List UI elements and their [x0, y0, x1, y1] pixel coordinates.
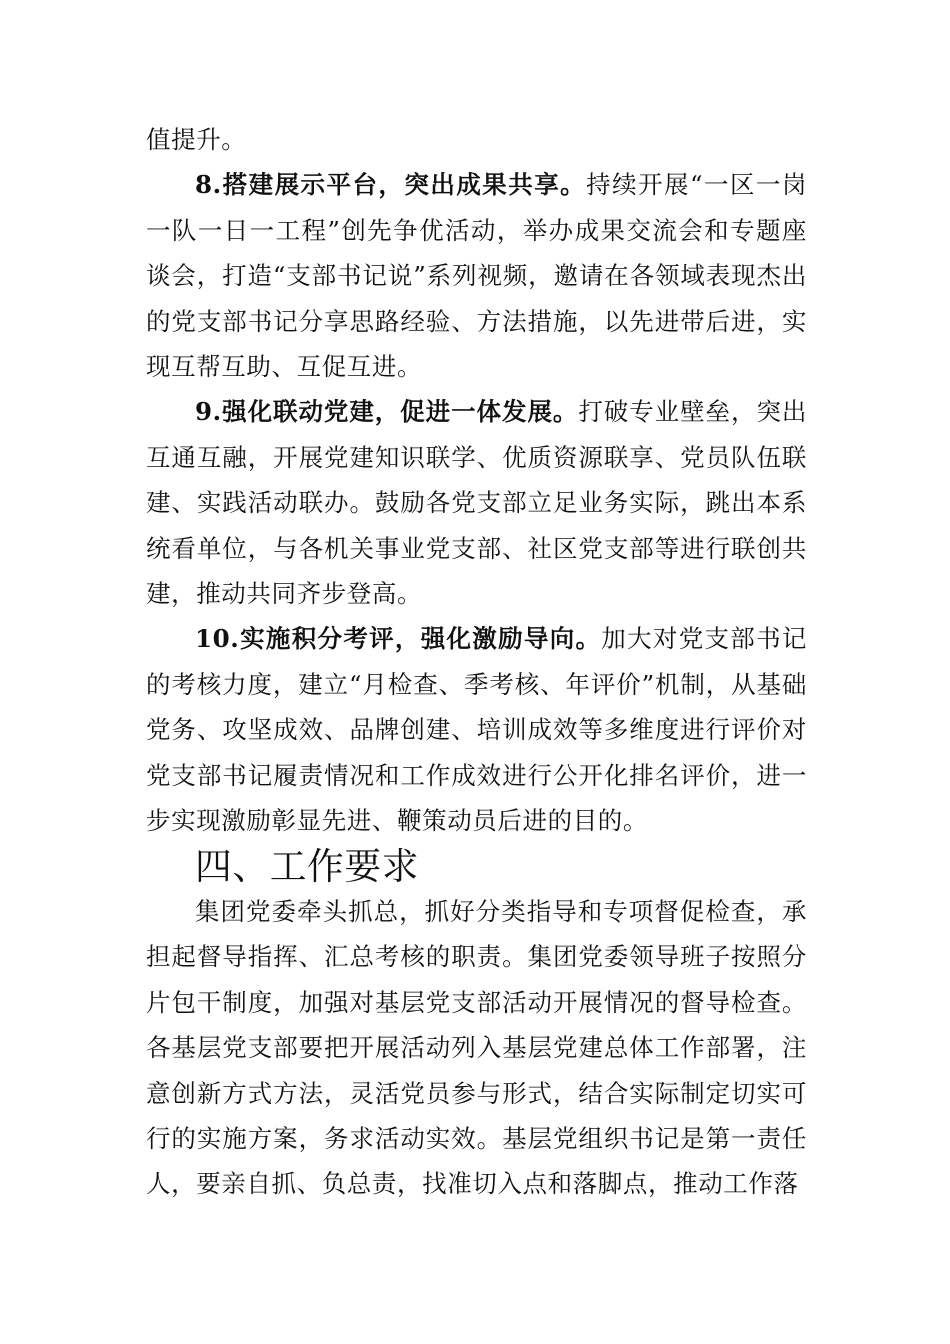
continuation-text: 值提升。 [146, 125, 247, 154]
item-9-title: 9.强化联动党建，促进一体发展。 [195, 397, 579, 427]
item-9-paragraph [146, 389, 807, 616]
item-8-paragraph [146, 162, 807, 389]
section-body-text: 集团党委牵头抓总，抓好分类指导和专项督促检查，承担起督导指挥、汇总考核的职责。集团党委领导班子按照分片包干制度，加强对基层党支部活动开展情况的督导检查。各基层党支部要把开展活动列入基层党建总体工作部署，注意创新方式方法，灵活党员参与形式，结合实际制定切实可行的实施方案，务求活动实效。基层党组织书记是第一责任人，要亲自抓、负总责，找准切入点和落脚点，推动工作落 [146, 896, 807, 1199]
section-body-paragraph [146, 889, 807, 1207]
item-10-body: 加大对党支部书记的考核力度，建立“月检查、季考核、年评价”机制，从基础党务、攻坚成效、品牌创建、培训成效等多维度进行评价对党支部书记履责情况和工作成效进行公开化排名评价，进一步实现激励彰显先进、鞭策动员后进的目的。 [146, 624, 807, 836]
section-heading [146, 844, 807, 889]
document-page [146, 117, 807, 1207]
item-8-title: 8.搭建展示平台，突出成果共享。 [195, 170, 587, 200]
item-9-body: 打破专业壁垒，突出互通互融，开展党建知识联学、优质资源联享、党员队伍联建、实践活动联办。鼓励各党支部立足业务实际，跳出本系统看单位，与各机关事业党支部、社区党支部等进行联创共建，推动共同齐步登高。 [146, 397, 807, 609]
continuation-paragraph [146, 117, 807, 162]
item-10-paragraph [146, 616, 807, 843]
item-10-title: 10.实施积分考评，强化激励导向。 [195, 624, 602, 654]
section-heading-text: 四、工作要求 [195, 844, 420, 888]
item-8-body: 持续开展“一区一岗一队一日一工程”创先争优活动，举办成果交流会和专题座谈会，打造“支部书记说”系列视频，邀请在各领域表现杰出的党支部书记分享思路经验、方法措施，以先进带后进，实现互帮互助、互促互进。 [146, 170, 807, 382]
